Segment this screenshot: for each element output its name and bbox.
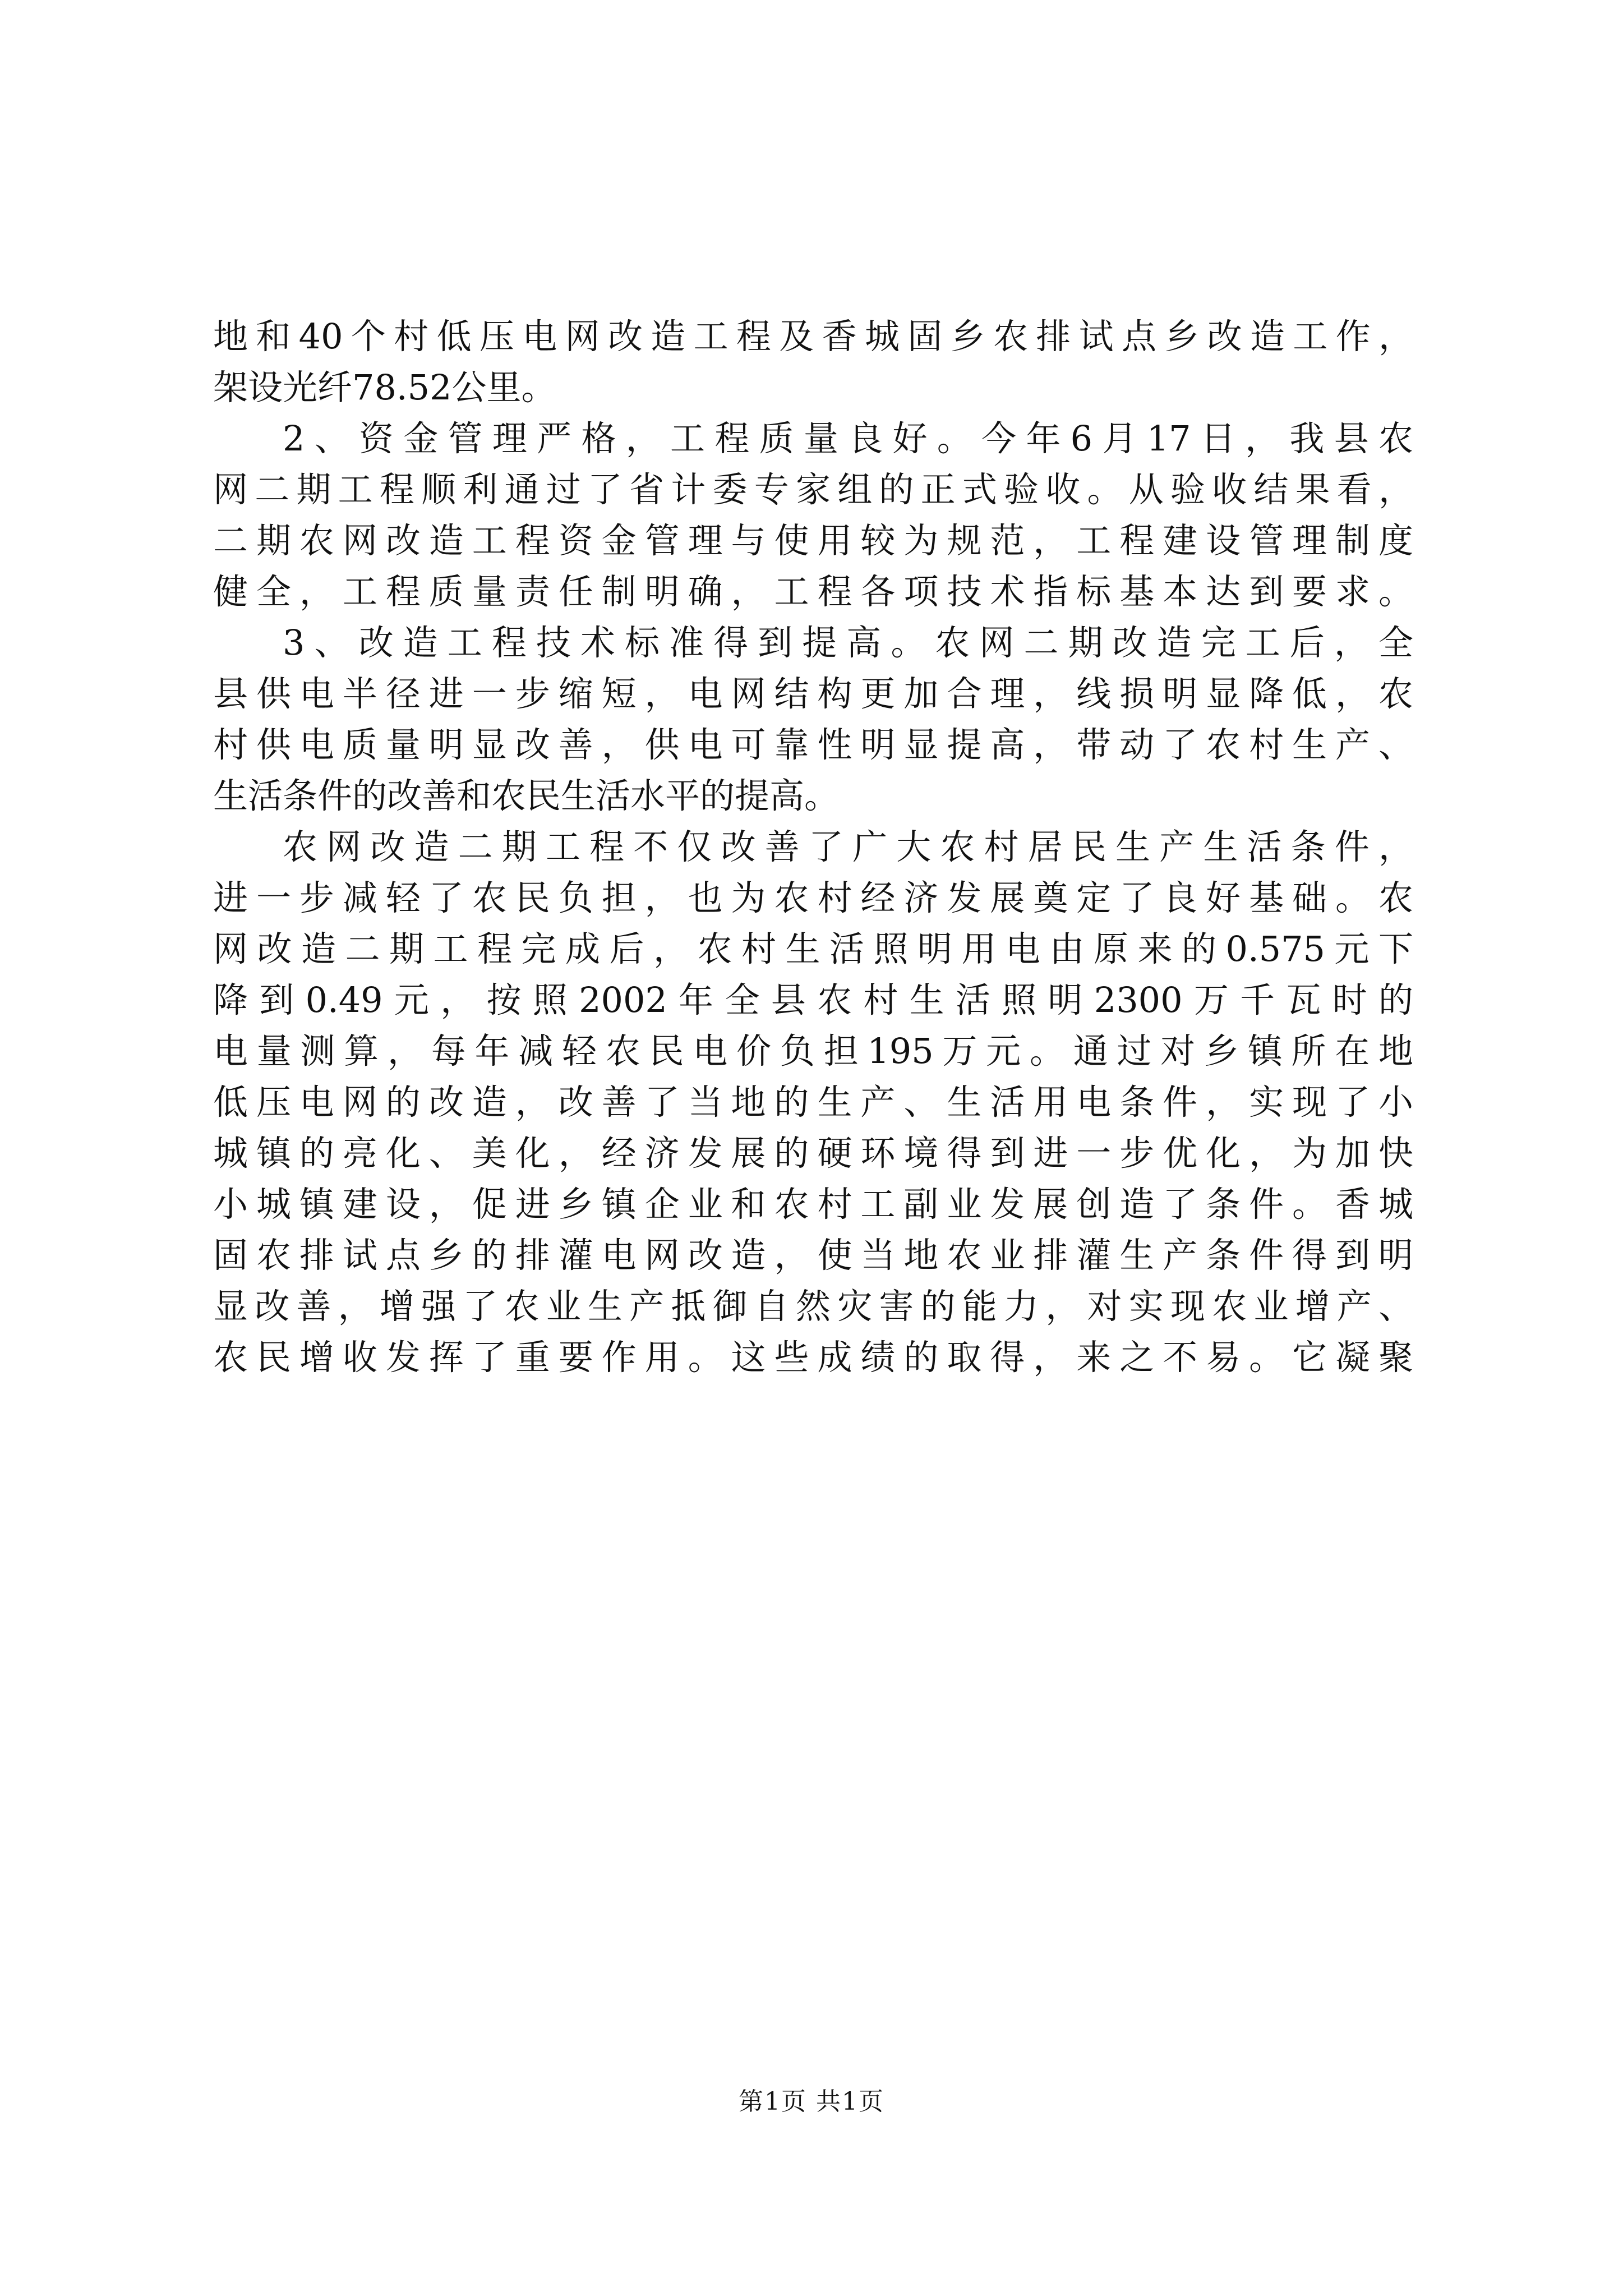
text-line: 县供电半径进一步缩短，电网结构更加合理，线损明显降低，农 <box>213 673 1413 714</box>
text-line: 2、资金管理严格，工程质量良好。今年6月17日，我县农 <box>283 418 1413 459</box>
text-line: 降到0.49元，按照2002年全县农村生活照明2300万千瓦时的 <box>213 979 1413 1020</box>
page-footer <box>0 2081 1623 2117</box>
text-line: 固农排试点乡的排灌电网改造，使当地农业排灌生产条件得到明 <box>213 1235 1413 1276</box>
document-body <box>213 311 1413 1383</box>
text-line: 3、改造工程技术标准得到提高。农网二期改造完工后，全 <box>283 622 1413 663</box>
text-line: 进一步减轻了农民负担，也为农村经济发展奠定了良好基础。农 <box>213 877 1413 918</box>
text-line: 地和40个村低压电网改造工程及香城固乡农排试点乡改造工作， <box>213 316 1413 357</box>
text-line: 小城镇建设，促进乡镇企业和农村工副业发展创造了条件。香城 <box>213 1184 1413 1225</box>
text-line: 低压电网的改造，改善了当地的生产、生活用电条件，实现了小 <box>213 1082 1413 1122</box>
text-line: 电量测算，每年减轻农民电价负担195万元。通过对乡镇所在地 <box>213 1030 1413 1071</box>
text-line: 农网改造二期工程不仅改善了广大农村居民生产生活条件， <box>283 826 1413 867</box>
text-line: 城镇的亮化、美化，经济发展的硬环境得到进一步优化，为加快 <box>213 1133 1413 1174</box>
text-line: 村供电质量明显改善，供电可靠性明显提高，带动了农村生产、 <box>213 724 1413 765</box>
text-line: 显改善，增强了农业生产抵御自然灾害的能力，对实现农业增产、 <box>213 1286 1413 1327</box>
text-line: 健全，工程质量责任制明确，工程各项技术指标基本达到要求。 <box>213 571 1413 612</box>
text-line: 农民增收发挥了重要作用。这些成绩的取得，来之不易。它凝聚 <box>213 1337 1413 1378</box>
text-line: 架设光纤78.52公里。 <box>213 367 556 408</box>
text-line: 网改造二期工程完成后，农村生活照明用电由原来的0.575元下 <box>213 928 1413 969</box>
page-number: 第1页 共1页 <box>739 2087 884 2116</box>
text-line: 生活条件的改善和农民生活水平的提高。 <box>213 775 840 816</box>
text-line: 二期农网改造工程资金管理与使用较为规范，工程建设管理制度 <box>213 520 1413 561</box>
text-line: 网二期工程顺利通过了省计委专家组的正式验收。从验收结果看， <box>213 469 1413 510</box>
